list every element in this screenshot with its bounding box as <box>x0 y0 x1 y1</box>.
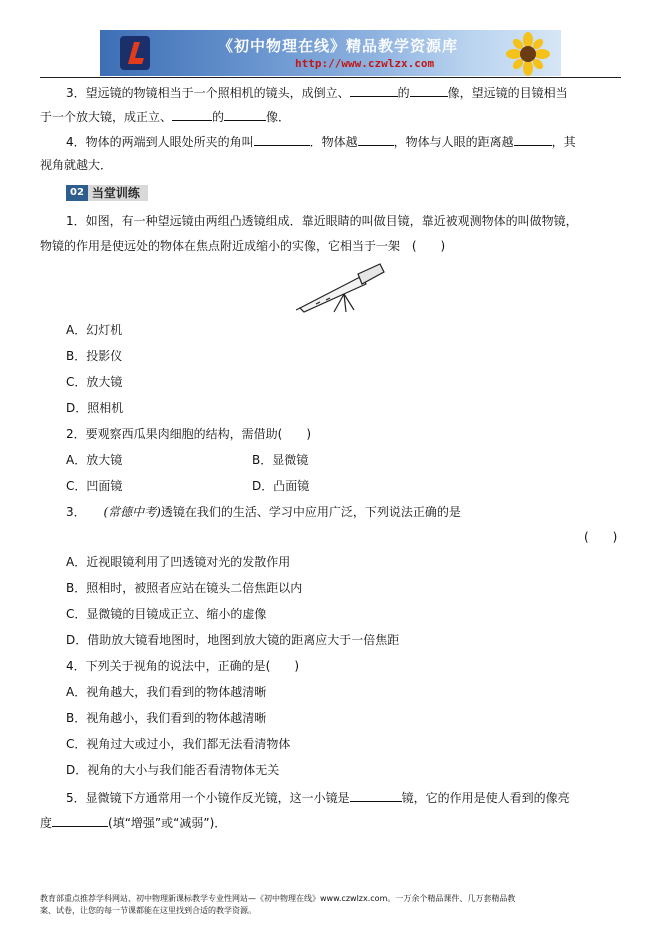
fill-question-3-line-2 <box>40 108 290 124</box>
banner-title: 《初中物理在线》精品教学资源库 <box>218 37 459 55</box>
header-rule <box>40 77 621 78</box>
section-number: 02 <box>66 185 88 201</box>
answer-paren[interactable]: ( ) <box>584 530 618 544</box>
source-tag: (常德中考) <box>103 505 161 519</box>
fill-question-4-line-1 <box>66 133 576 149</box>
text: 3．望远镜的物镜相当于一个照相机的镜头，成倒立、 <box>66 86 350 100</box>
footer-line-2: 案、试卷，让您的每一节课都能在这里找到合适的教学资源。 <box>40 906 256 915</box>
problem-3 <box>66 505 461 519</box>
text: 像，望远镜的目镜相当 <box>447 86 568 100</box>
choice-1-b[interactable]: B．投影仪 <box>66 349 123 363</box>
choice-4-d[interactable]: D．视角的大小与我们能否看清物体无关 <box>66 763 280 777</box>
choice-3-b[interactable]: B．照相时，被照者应站在镜头二倍焦距以内 <box>66 581 303 595</box>
answer-blank[interactable] <box>350 84 398 97</box>
text: ，其 <box>551 135 576 149</box>
choice-2-b[interactable]: B．显微镜 <box>252 453 309 467</box>
problem-4: 4．下列关于视角的说法中，正确的是( ) <box>66 659 299 673</box>
choice-2-d[interactable]: D．凸面镜 <box>252 479 310 493</box>
problem-5-line-2 <box>40 814 226 830</box>
choice-3-d[interactable]: D．借助放大镜看地图时，地图到放大镜的距离应大于一倍焦距 <box>66 633 400 647</box>
text: 镜，它的作用是使人看到的像亮 <box>401 791 570 805</box>
choice-2-a[interactable]: A．放大镜 <box>66 453 123 467</box>
problem-1-line-1: 1．如图，有一种望远镜由两组凸透镜组成．靠近眼睛的叫做目镜，靠近被观测物体的叫做物镜， <box>66 214 578 228</box>
choice-1-c[interactable]: C．放大镜 <box>66 375 123 389</box>
sunflower-icon <box>501 32 555 76</box>
choice-2-c[interactable]: C．凹面镜 <box>66 479 123 493</box>
text: 4．物体的两端到人眼处所夹的角叫 <box>66 135 254 149</box>
choice-3-c[interactable]: C．显微镜的目镜成正立、缩小的虚像 <box>66 607 267 621</box>
choice-3-a[interactable]: A．近视眼镜利用了凹透镜对光的发散作用 <box>66 555 291 569</box>
choice-1-d[interactable]: D．照相机 <box>66 401 124 415</box>
banner-url[interactable]: http://www.czwlzx.com <box>295 57 435 70</box>
text: (填“增强”或“减弱”)． <box>108 816 227 830</box>
problem-2: 2．要观察西瓜果肉细胞的结构，需借助( ) <box>66 427 311 441</box>
footer-line-1: 教育部重点推荐学科网站、初中物理新课标教学专业性网站—《初中物理在线》www.czwlzx.com。一万余个精品课件、几万套精品教 <box>40 894 516 903</box>
text: 像． <box>266 110 291 124</box>
choice-4-a[interactable]: A．视角越大，我们看到的物体越清晰 <box>66 685 267 699</box>
answer-blank[interactable] <box>358 133 394 146</box>
choice-1-a[interactable]: A．幻灯机 <box>66 323 123 337</box>
section-label: 当堂训练 <box>88 185 148 201</box>
text: 透镜在我们的生活、学习中应用广泛，下列说法正确的是 <box>160 505 461 519</box>
answer-blank[interactable] <box>410 84 448 97</box>
answer-blank[interactable] <box>224 108 266 121</box>
text: 3． <box>66 505 86 519</box>
header-banner <box>100 30 561 76</box>
section-header <box>66 185 148 201</box>
answer-blank[interactable] <box>514 133 552 146</box>
choice-4-c[interactable]: C．视角过大或过小，我们都无法看清物体 <box>66 737 291 751</box>
text: ．物体越 <box>309 135 358 149</box>
text: 5．显微镜下方通常用一个小镜作反光镜，这一小镜是 <box>66 791 350 805</box>
choice-4-b[interactable]: B．视角越小，我们看到的物体越清晰 <box>66 711 267 725</box>
problem-1-line-2 <box>40 239 445 253</box>
answer-blank[interactable] <box>172 108 212 121</box>
answer-blank[interactable] <box>350 789 402 802</box>
logo-icon <box>118 34 152 72</box>
text: ，物体与人眼的距离越 <box>393 135 514 149</box>
fill-question-3-line-1 <box>66 84 568 100</box>
answer-blank[interactable] <box>52 814 108 827</box>
answer-blank[interactable] <box>254 133 310 146</box>
telescope-figure <box>296 262 388 314</box>
text: 于一个放大镜，成正立、 <box>40 110 173 124</box>
text: 物镜的作用是使远处的物体在焦点附近成缩小的实像，它相当于一架 <box>40 239 401 253</box>
answer-paren[interactable]: ( ) <box>411 239 446 253</box>
fill-question-4-line-2: 视角就越大． <box>40 158 113 172</box>
problem-5-line-1 <box>66 789 570 805</box>
text: 度 <box>40 816 53 830</box>
text: 的 <box>397 86 410 100</box>
text: 的 <box>212 110 225 124</box>
